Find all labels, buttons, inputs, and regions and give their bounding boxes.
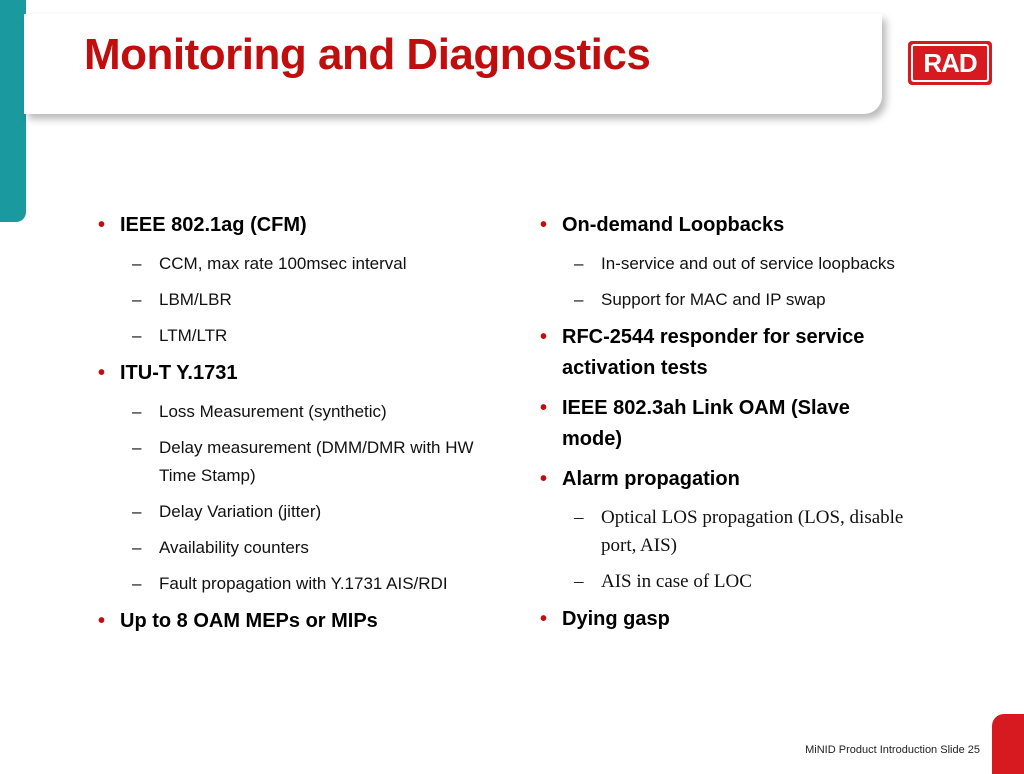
sub-bullet-optical-los xyxy=(540,504,910,560)
bullet-icon: • xyxy=(540,608,548,630)
dash-icon: – xyxy=(132,402,142,421)
sub-bullet-text: LBM/LBR xyxy=(159,290,232,309)
sub-bullet-text: Support for MAC and IP swap xyxy=(601,290,826,309)
dash-icon: – xyxy=(132,538,142,557)
bullet-itu-y1731 xyxy=(98,358,488,389)
bullet-text: Dying gasp xyxy=(562,608,670,630)
sub-bullet-text: Availability counters xyxy=(159,538,309,557)
dash-icon: – xyxy=(132,254,142,273)
sub-bullet-loss xyxy=(98,398,488,426)
dash-icon: – xyxy=(132,326,142,345)
bullet-text: ITU-T Y.1731 xyxy=(120,362,238,384)
bullet-loopbacks xyxy=(540,210,910,241)
sub-bullet-in-service xyxy=(540,250,910,278)
bullet-icon: • xyxy=(98,610,106,632)
bullet-ieee-cfm xyxy=(98,210,488,241)
bullet-icon: • xyxy=(540,468,548,490)
bullet-text: RFC-2544 responder for service activation tests xyxy=(562,326,865,379)
bullet-text: On-demand Loopbacks xyxy=(562,214,785,236)
bullet-oam-meps xyxy=(98,606,488,637)
sub-bullet-text: Optical LOS propagation (LOS, disable port, AIS) xyxy=(601,507,904,556)
sub-bullet-text: CCM, max rate 100msec interval xyxy=(159,254,407,273)
sub-bullet-text: LTM/LTR xyxy=(159,326,228,345)
dash-icon: – xyxy=(132,574,142,593)
dash-icon: – xyxy=(574,571,584,592)
bullet-text: IEEE 802.3ah Link OAM (Slave mode) xyxy=(562,397,850,450)
sub-bullet-fault xyxy=(98,570,488,598)
dash-icon: – xyxy=(574,254,584,273)
sub-bullet-ais-loc xyxy=(540,568,910,596)
sub-bullet-text: Loss Measurement (synthetic) xyxy=(159,402,387,421)
bullet-text: Alarm propagation xyxy=(562,468,740,490)
bullet-icon: • xyxy=(540,326,548,348)
bullet-ieee-link-oam xyxy=(540,393,910,455)
bullet-alarm xyxy=(540,464,910,495)
sub-bullet-text: AIS in case of LOC xyxy=(601,571,752,592)
sub-bullet-text: Delay measurement (DMM/DMR with HW Time Stamp) xyxy=(159,438,474,485)
sub-bullet-mac-ip xyxy=(540,286,910,314)
bullet-icon: • xyxy=(540,397,548,419)
slide-title: Monitoring and Diagnostics xyxy=(84,30,651,79)
sub-bullet-lbm xyxy=(98,286,488,314)
dash-icon: – xyxy=(132,290,142,309)
bullet-text: Up to 8 OAM MEPs or MIPs xyxy=(120,610,378,632)
bullet-dying-gasp xyxy=(540,604,910,635)
rad-logo-text: RAD xyxy=(911,44,989,82)
bullet-icon: • xyxy=(540,214,548,236)
rad-logo xyxy=(908,41,992,85)
left-column xyxy=(98,210,488,646)
sub-bullet-ccm xyxy=(98,250,488,278)
slide-footer: MiNID Product Introduction Slide 25 xyxy=(805,744,980,756)
sub-bullet-availability xyxy=(98,534,488,562)
sub-bullet-text: In-service and out of service loopbacks xyxy=(601,254,895,273)
bullet-icon: • xyxy=(98,214,106,236)
dash-icon: – xyxy=(132,438,142,457)
dash-icon: – xyxy=(574,290,584,309)
sub-bullet-text: Fault propagation with Y.1731 AIS/RDI xyxy=(159,574,448,593)
right-column xyxy=(540,210,910,644)
bullet-text: IEEE 802.1ag (CFM) xyxy=(120,214,307,236)
dash-icon: – xyxy=(132,502,142,521)
bullet-rfc2544 xyxy=(540,322,910,384)
teal-accent-bar xyxy=(0,0,26,222)
sub-bullet-variation xyxy=(98,498,488,526)
dash-icon: – xyxy=(574,507,584,528)
sub-bullet-delay xyxy=(98,434,488,490)
corner-accent-tab xyxy=(992,714,1024,774)
bullet-icon: • xyxy=(98,362,106,384)
sub-bullet-text: Delay Variation (jitter) xyxy=(159,502,322,521)
sub-bullet-ltm xyxy=(98,322,488,350)
